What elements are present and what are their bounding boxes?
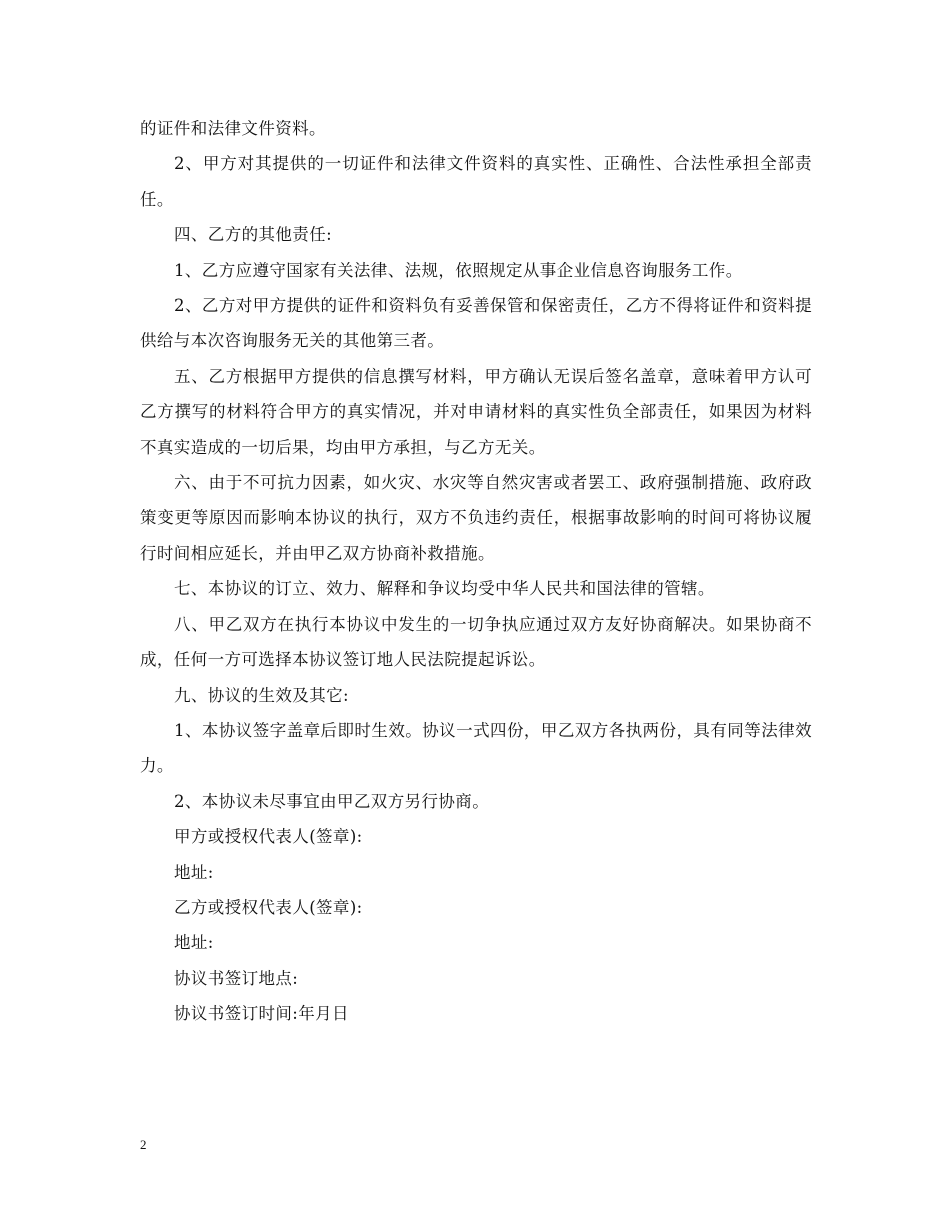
section-heading-4: 四、乙方的其他责任: — [174, 225, 333, 245]
party-b-address-line: 地址: — [174, 933, 214, 953]
paragraph-continuation: 的证件和法律文件资料。 — [140, 119, 326, 138]
paragraph-clause-b1: 1、乙方应遵守国家有关法律、法规，依照规定从事企业信息咨询服务工作。 — [174, 260, 743, 280]
paragraph-clause-a2: 2、甲方对其提供的一切证件和法律文件资料的真实性、正确性、合法性承担全部责任。 — [140, 154, 812, 209]
section-5: 五、乙方根据甲方提供的信息撰写材料，甲方确认无误后签名盖章，意味着甲方认可乙方撰写的材料符合甲方的真实情况，并对申请材料的真实性负全部责任，如果因为材料不真实造成的一切后果，均由甲方承担，与乙方无关。 — [140, 366, 812, 457]
section-8: 八、甲乙双方在执行本协议中发生的一切争执应通过双方友好协商解决。如果协商不成，任何一方可选择本协议签订地人民法院提起诉讼。 — [140, 614, 812, 670]
signing-place-line: 协议书签订地点: — [174, 968, 299, 988]
party-a-signature-line: 甲方或授权代表人(签章): — [174, 827, 363, 847]
party-a-address-line: 地址: — [174, 862, 214, 882]
signing-date-line: 协议书签订时间:年月日 — [174, 1004, 349, 1024]
paragraph-clause-c1: 1、本协议签字盖章后即时生效。协议一式四份，甲乙双方各执两份，具有同等法律效力。 — [140, 720, 812, 776]
document-body — [140, 111, 812, 1032]
page-number: 2 — [140, 1137, 147, 1152]
paragraph-clause-c2: 2、本协议未尽事宜由甲乙双方另行协商。 — [174, 791, 490, 811]
section-heading-9: 九、协议的生效及其它: — [174, 685, 349, 705]
section-6: 六、由于不可抗力因素，如火灾、水灾等自然灾害或者罢工、政府强制措施、政府政策变更等原因而影响本协议的执行，双方不负违约责任，根据事故影响的时间可将协议履行时间相应延长，并由甲乙双方协商补救措施。 — [140, 473, 812, 563]
party-b-signature-line: 乙方或授权代表人(签章): — [174, 897, 363, 917]
paragraph-clause-b2: 2、乙方对甲方提供的证件和资料负有妥善保管和保密责任，乙方不得将证件和资料提供给与本次咨询服务无关的其他第三者。 — [140, 296, 812, 351]
section-7: 七、本协议的订立、效力、解释和争议均受中华人民共和国法律的管辖。 — [174, 579, 715, 599]
